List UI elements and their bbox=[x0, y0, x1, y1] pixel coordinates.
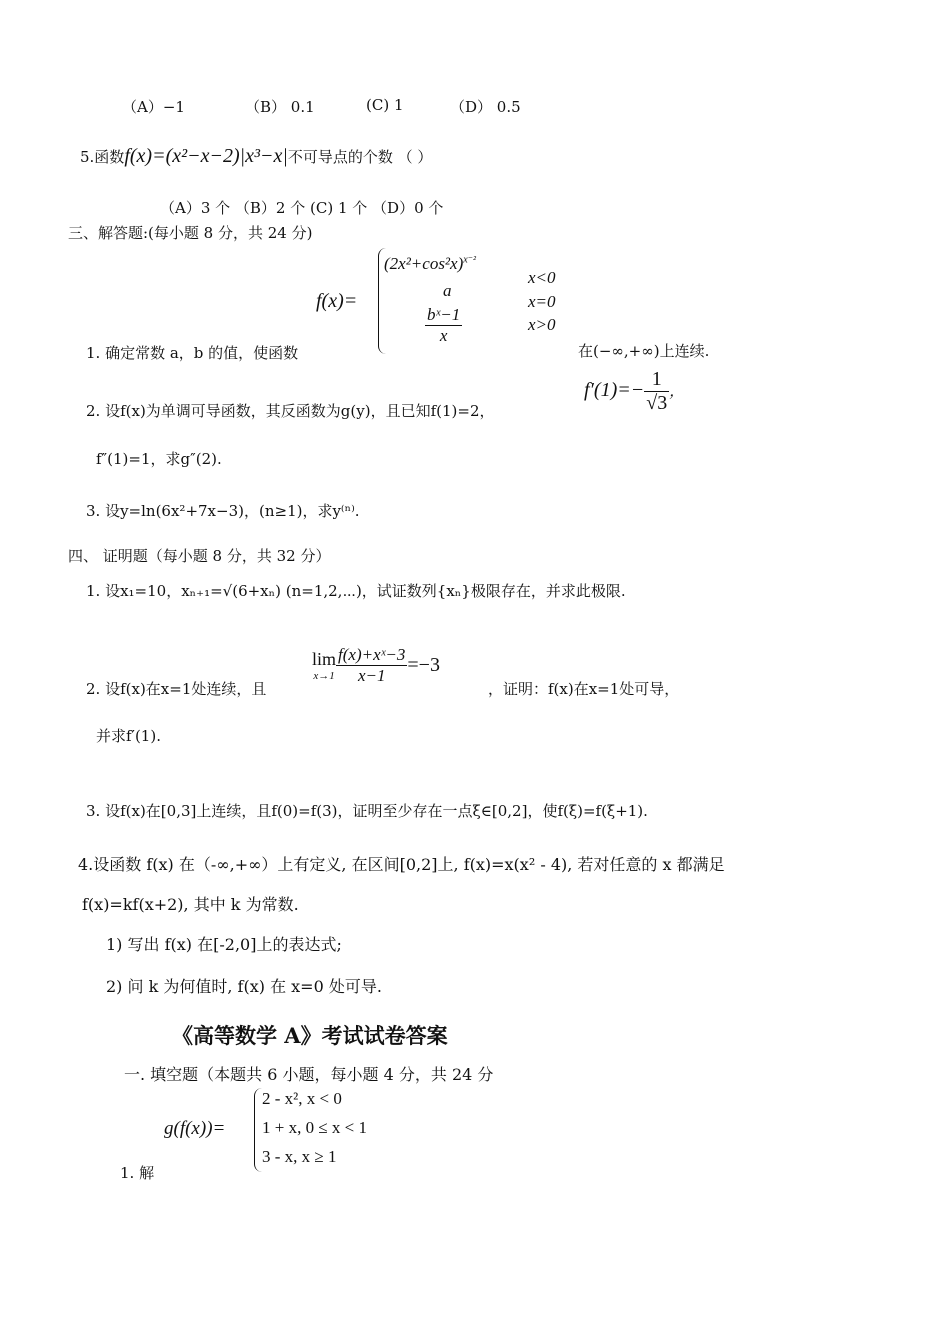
option-c: (C) 1 bbox=[366, 96, 404, 114]
s3q1-cond2: x=0 bbox=[528, 292, 556, 311]
s4q4-line2: f(x)=kf(x+2), 其中 k 为常数. bbox=[82, 895, 299, 914]
s3q1-case3-fraction bbox=[425, 305, 462, 346]
s3q1-suffix: 在(−∞,+∞)上连续. bbox=[578, 342, 710, 360]
s4q2-lim: lim bbox=[312, 649, 337, 669]
s3q2-line1: 2. 设f(x)为单调可导函数，其反函数为g(y)，且已知f(1)=2， bbox=[86, 402, 495, 420]
s4q2-suffix: ，证明：f(x)在x=1处可导， bbox=[488, 680, 680, 698]
s4q2-den: x−1 bbox=[357, 666, 386, 685]
s4q2-prefix: 2. 设f(x)在x=1处连续，且 bbox=[86, 680, 267, 698]
s3q1-case3-den: x bbox=[439, 326, 448, 345]
answer1-case2: 1 + x, 0 ≤ x < 1 bbox=[262, 1118, 368, 1137]
s3q2-deriv-lhs: f′(1)=− bbox=[584, 379, 645, 402]
answer1-lhs: g(f(x))= bbox=[164, 1118, 226, 1139]
option-b: （B） 0.1 bbox=[245, 98, 315, 116]
s3q1-prefix: 1. 确定常数 a，b 的值，使函数 bbox=[86, 344, 299, 362]
answer1-label: 1. 解 bbox=[120, 1164, 155, 1182]
s4q2-lim-sub: x→1 bbox=[313, 670, 335, 682]
option-d: （D） 0.5 bbox=[450, 98, 521, 116]
s3q2-derivative bbox=[584, 368, 684, 415]
s3q1-cond3: x>0 bbox=[528, 315, 556, 334]
s4q2-rhs: =−3 bbox=[407, 654, 440, 676]
s3q2-line2: f″(1)=1，求g″(2). bbox=[96, 450, 222, 468]
s4q2-line2: 并求f′(1). bbox=[96, 727, 161, 745]
section-3-header: 三、解答题:(每小题 8 分，共 24 分) bbox=[68, 224, 313, 242]
q5-options: （A）3 个 （B）2 个 (C) 1 个 （D）0 个 bbox=[160, 199, 444, 217]
s4q3: 3. 设f(x)在[0,3]上连续，且f(0)=f(3)，证明至少存在一点ξ∈[0,2]，使f(ξ)=f(ξ+1). bbox=[86, 802, 648, 820]
s4q2-num: f(x)+xˣ−3 bbox=[338, 645, 406, 664]
s4q4-sub2: 2) 问 k 为何值时, f(x) 在 x=0 处可导. bbox=[106, 977, 382, 996]
s3q1-case1-expr: (2x²+cos²x) bbox=[384, 254, 464, 273]
s3q2-deriv-num: 1 bbox=[644, 368, 669, 392]
option-a: （A）−1 bbox=[122, 98, 185, 116]
answers-part1-header: 一. 填空题（本题共 6 小题，每小题 4 分，共 24 分 bbox=[124, 1065, 494, 1084]
s4q2-limit bbox=[312, 645, 440, 686]
s4q4-sub1: 1) 写出 f(x) 在[-2,0]上的表达式; bbox=[106, 935, 342, 954]
answers-title: 《高等数学 A》考试试卷答案 bbox=[172, 1023, 448, 1048]
answer1-case1: 2 - x², x < 0 bbox=[262, 1089, 342, 1108]
s3q1-case2: a bbox=[443, 281, 452, 300]
s3q1-case1 bbox=[384, 254, 476, 274]
q5-suffix: 不可导点的个数 （ ） bbox=[287, 148, 433, 166]
s3q1-case1-exp: x⁻² bbox=[463, 254, 476, 266]
q5-formula: f(x)=(x²−x−2)|x³−x| bbox=[124, 145, 288, 167]
answer1-case3: 3 - x, x ≥ 1 bbox=[262, 1147, 337, 1166]
q5-prefix: 5.函数 bbox=[80, 148, 125, 166]
s3q3: 3. 设y=ln(6x²+7x−3)，(n≥1)，求y⁽ⁿ⁾. bbox=[86, 502, 360, 520]
s3q1-cond1: x<0 bbox=[528, 268, 556, 287]
s3q1-case3-num: bˣ−1 bbox=[427, 305, 461, 324]
s4q1: 1. 设x₁=10，xₙ₊₁=√(6+xₙ) (n=1,2,⋯)，试证数列{xₙ}极限存在，并求此极限. bbox=[86, 582, 626, 600]
question-5 bbox=[80, 145, 432, 168]
section-4-header: 四、 证明题（每小题 8 分，共 32 分） bbox=[68, 547, 331, 565]
s4q4-line1: 4.设函数 f(x) 在（-∞,+∞）上有定义, 在区间[0,2]上, f(x)=x(x² - 4), 若对任意的 x 都满足 bbox=[78, 855, 725, 874]
s3q1-lhs: f(x)= bbox=[316, 290, 358, 312]
s3q2-deriv-den: √3 bbox=[646, 392, 668, 414]
s3q2-deriv-tail: ， bbox=[669, 382, 685, 401]
